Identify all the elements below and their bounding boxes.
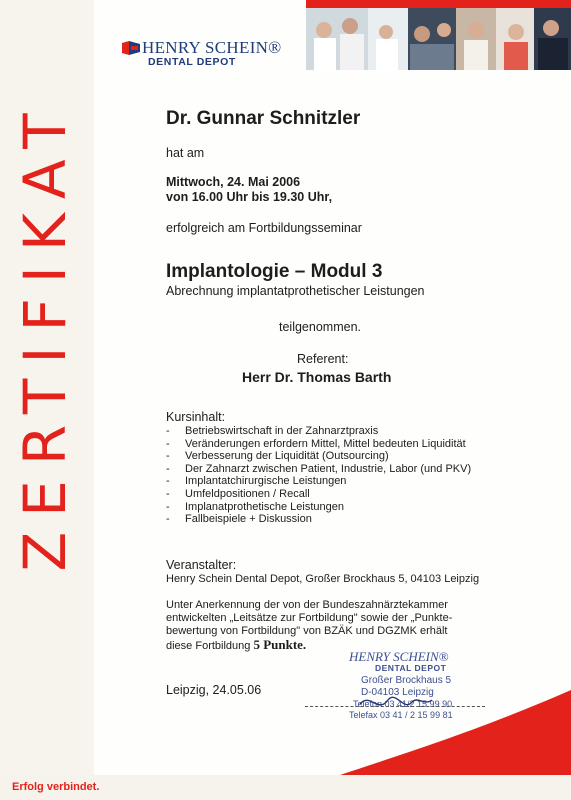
referent-label: Referent:	[297, 352, 349, 366]
header-photo-strip	[306, 8, 571, 70]
list-item: - Betriebswirtschaft in der Zahnarztpraxis	[166, 425, 379, 437]
recipient-name: Dr. Gunnar Schnitzler	[166, 108, 361, 129]
list-item: - Veränderungen erfordern Mittel, Mittel bedeuten Liquidität	[166, 437, 466, 450]
organizer-text: Henry Schein Dental Depot, Großer Brockhaus 5, 04103 Leipzig	[166, 573, 480, 585]
list-item: - Implanatprothetische Leistungen	[166, 500, 344, 513]
brand-name: HENRY SCHEIN®	[142, 38, 282, 57]
stamp-street: Großer Brockhaus 5	[361, 675, 452, 686]
side-title: ZERTIFIKAT	[11, 98, 79, 572]
referent-name: Herr Dr. Thomas Barth	[242, 369, 392, 385]
brand-flag-icon	[122, 41, 140, 55]
text-teilgenommen: teilgenommen.	[279, 320, 361, 334]
stamp-phone: Telefon 03 41/2 15 99 90	[353, 699, 453, 709]
text-erfolgreich: erfolgreich am Fortbildungsseminar	[166, 221, 362, 235]
stamp-sub: DENTAL DEPOT	[375, 663, 447, 673]
points-value: 5 Punkte.	[253, 637, 307, 652]
signature-graphic	[300, 690, 470, 720]
text-hat-am: hat am	[166, 146, 205, 160]
stamp-fax: Telefax 03 41 / 2 15 99 81	[349, 710, 453, 720]
organizer-label: Veranstalter:	[166, 558, 237, 572]
brand-logo	[122, 38, 297, 68]
list-item: - Implantatchirurgische Leistungen	[166, 475, 347, 488]
list-item: - Verbesserung der Liquidität (Outsourcing)	[166, 450, 389, 463]
stamp-city: D-04103 Leipzig	[361, 687, 434, 698]
list-item: - Fallbeispiele + Diskussion	[166, 513, 312, 526]
footer-slogan: Erfolg verbindet.	[12, 781, 100, 793]
event-time: von 16.00 Uhr bis 19.30 Uhr,	[166, 190, 333, 204]
course-subtitle: Abrechnung implantatprothetischer Leistungen	[166, 284, 425, 298]
stamp-logo: HENRY SCHEIN®	[349, 649, 449, 664]
course-title: Implantologie – Modul 3	[166, 261, 383, 282]
content-list	[166, 425, 471, 526]
photo-collage-image	[306, 8, 571, 70]
list-item: - Der Zahnarzt zwischen Patient, Industrie, Labor (und PKV)	[166, 462, 472, 475]
recognition-text: Unter Anerkennung der von der Bundeszahnärztekammer entwickelten „Leitsätze zur Fortbildung" sowie der „Punkte- bewertung von Fortbildung" von BZÄK und DGZMK erhält diese Fortbildung 5 Punkte.	[166, 599, 453, 652]
header-accent-bar	[306, 0, 571, 8]
list-item: - Umfeldpositionen / Recall	[166, 487, 310, 500]
signature-line	[305, 706, 485, 707]
event-date: Mittwoch, 24. Mai 2006	[166, 175, 301, 189]
brand-sub: DENTAL DEPOT	[148, 56, 236, 68]
content-heading: Kursinhalt:	[166, 410, 226, 424]
place-date: Leipzig, 24.05.06	[166, 683, 262, 697]
